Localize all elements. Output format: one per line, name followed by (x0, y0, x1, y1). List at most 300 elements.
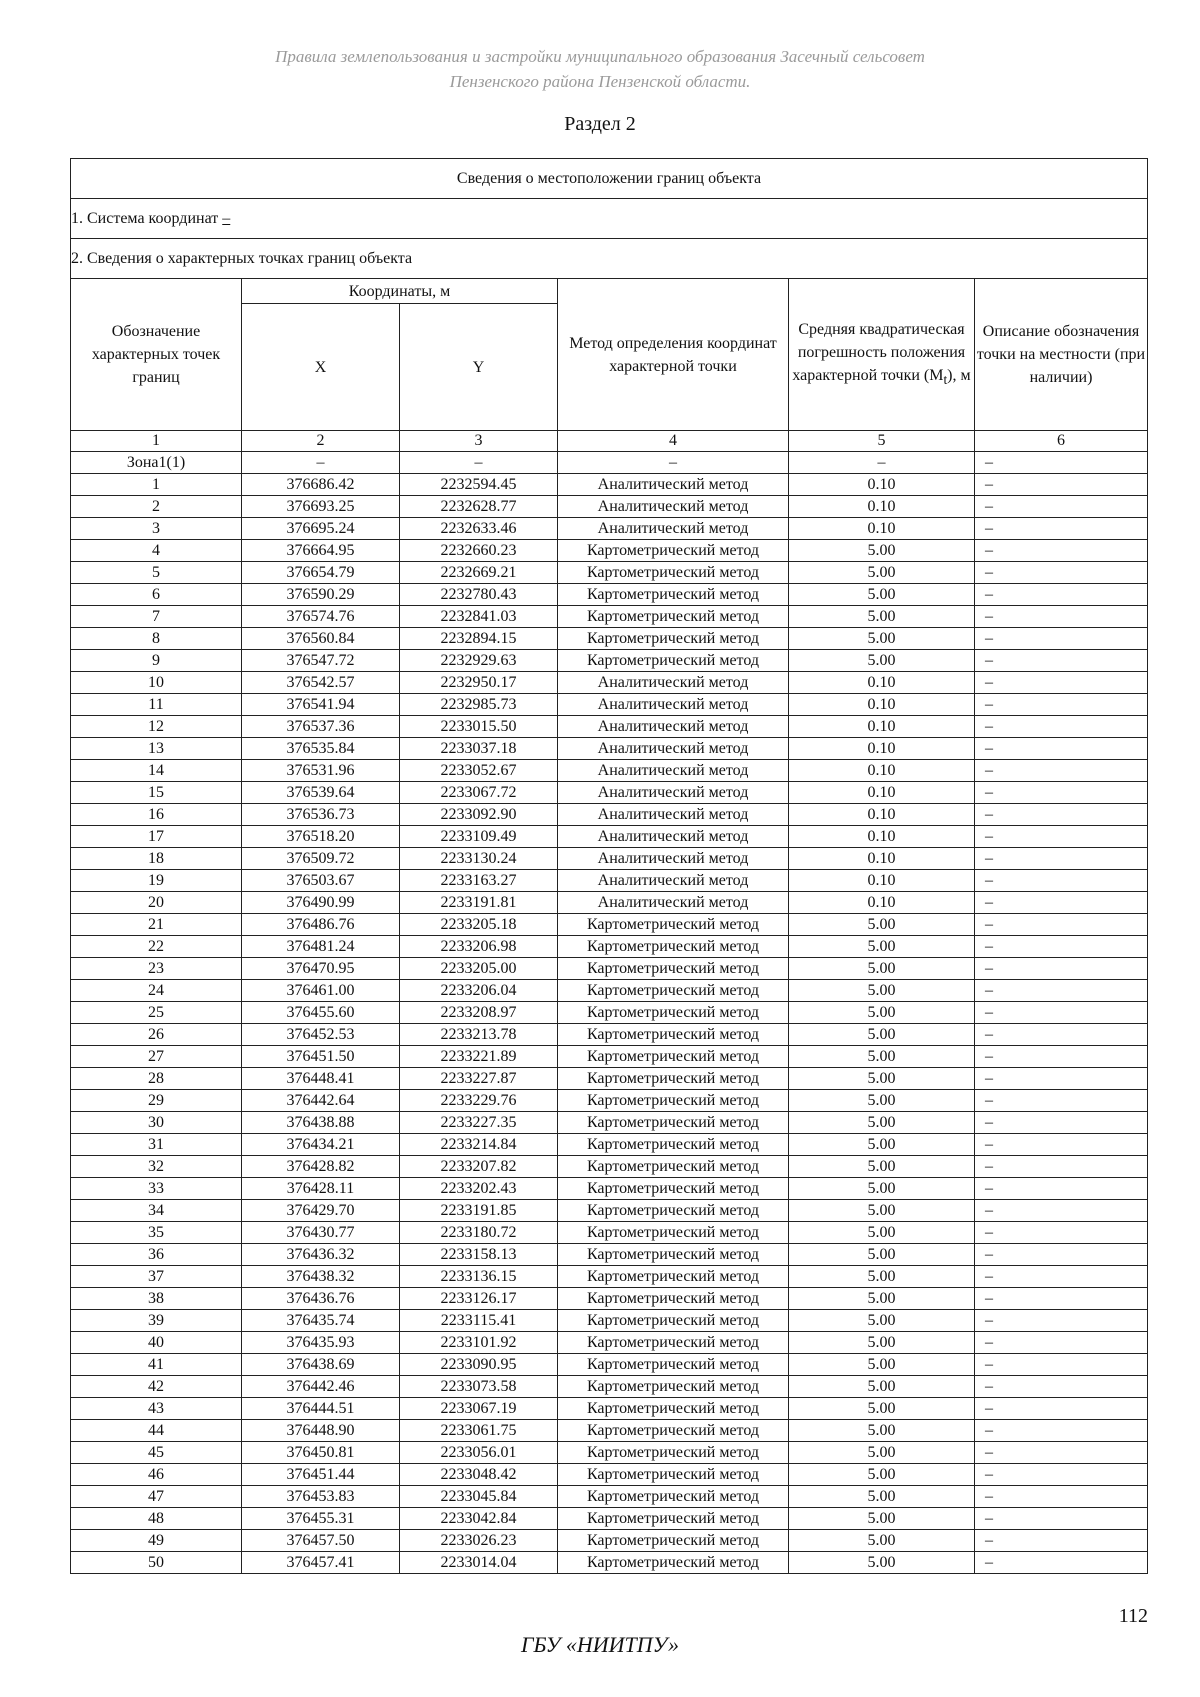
x-coordinate-cell: 376535.84 (242, 738, 400, 760)
method-cell: Аналитический метод (558, 496, 789, 518)
x-coordinate-cell: 376574.76 (242, 606, 400, 628)
point-id-cell: 6 (71, 584, 242, 606)
x-coordinate-cell: 376448.90 (242, 1420, 400, 1442)
method-cell: Аналитический метод (558, 518, 789, 540)
point-id-cell: 23 (71, 958, 242, 980)
x-coordinate-cell: 376486.76 (242, 914, 400, 936)
header-error-sub: t (943, 372, 948, 388)
error-cell: 0.10 (789, 474, 975, 496)
x-coordinate-cell: 376490.99 (242, 892, 400, 914)
point-id-cell: 48 (71, 1508, 242, 1530)
description-cell: – (975, 1112, 1148, 1134)
x-coordinate-cell: 376442.64 (242, 1090, 400, 1112)
x-coordinate-cell: 376536.73 (242, 804, 400, 826)
description-cell: – (975, 958, 1148, 980)
description-cell: – (975, 1244, 1148, 1266)
table-row (71, 1178, 1148, 1200)
y-coordinate-cell: 2233207.82 (400, 1156, 558, 1178)
description-cell: – (975, 1442, 1148, 1464)
y-coordinate-cell: 2233067.19 (400, 1398, 558, 1420)
x-coordinate-cell: 376436.32 (242, 1244, 400, 1266)
x-coordinate-cell: 376430.77 (242, 1222, 400, 1244)
point-id-cell: 1 (71, 474, 242, 496)
table-row (71, 1134, 1148, 1156)
header-description: Описание обозначения точки на местности (при наличии) (975, 279, 1148, 431)
method-cell: Аналитический метод (558, 694, 789, 716)
method-cell: Картометрический метод (558, 1156, 789, 1178)
method-cell: Аналитический метод (558, 672, 789, 694)
x-coordinate-cell: 376438.32 (242, 1266, 400, 1288)
description-cell: – (975, 452, 1148, 474)
error-cell: 5.00 (789, 1178, 975, 1200)
x-coordinate-cell: 376438.88 (242, 1112, 400, 1134)
point-id-cell: 2 (71, 496, 242, 518)
description-cell: – (975, 1354, 1148, 1376)
description-cell: – (975, 496, 1148, 518)
description-cell: – (975, 826, 1148, 848)
y-coordinate-cell: 2232628.77 (400, 496, 558, 518)
coord-system-cell (71, 199, 1148, 239)
method-cell: Картометрический метод (558, 958, 789, 980)
error-cell: 5.00 (789, 628, 975, 650)
error-cell: 5.00 (789, 1222, 975, 1244)
description-cell: – (975, 1552, 1148, 1574)
point-id-cell: 42 (71, 1376, 242, 1398)
header-error (789, 279, 975, 431)
y-coordinate-cell: 2233042.84 (400, 1508, 558, 1530)
table-row (71, 1486, 1148, 1508)
method-cell: Картометрический метод (558, 1420, 789, 1442)
error-cell: 0.10 (789, 760, 975, 782)
x-coordinate-cell: 376444.51 (242, 1398, 400, 1420)
y-coordinate-cell: 2233052.67 (400, 760, 558, 782)
footer-organization: ГБУ «НИИТПУ» (520, 1632, 680, 1657)
method-cell: Аналитический метод (558, 804, 789, 826)
y-coordinate-cell: 2233126.17 (400, 1288, 558, 1310)
x-coordinate-cell: 376509.72 (242, 848, 400, 870)
description-cell: – (975, 584, 1148, 606)
method-cell: Картометрический метод (558, 936, 789, 958)
y-coordinate-cell: 2233056.01 (400, 1442, 558, 1464)
method-cell: Картометрический метод (558, 1244, 789, 1266)
point-id-cell: Зона1(1) (71, 452, 242, 474)
description-cell: – (975, 1420, 1148, 1442)
column-number: 1 (71, 431, 242, 452)
table-row (71, 1112, 1148, 1134)
table-row (71, 1310, 1148, 1332)
error-cell: 5.00 (789, 958, 975, 980)
x-coordinate-cell: 376461.00 (242, 980, 400, 1002)
description-cell: – (975, 1178, 1148, 1200)
x-coordinate-cell: 376438.69 (242, 1354, 400, 1376)
y-coordinate-cell: 2232633.46 (400, 518, 558, 540)
x-coordinate-cell: 376428.82 (242, 1156, 400, 1178)
method-cell: Картометрический метод (558, 1200, 789, 1222)
table-row (71, 628, 1148, 650)
table-row (71, 1024, 1148, 1046)
table-row (71, 1090, 1148, 1112)
error-cell: 5.00 (789, 1552, 975, 1574)
point-id-cell: 25 (71, 1002, 242, 1024)
description-cell: – (975, 1090, 1148, 1112)
header-y: Y (400, 304, 558, 431)
method-cell: Аналитический метод (558, 892, 789, 914)
coord-system-label: 1. Система координат (71, 209, 223, 227)
x-coordinate-cell: 376542.57 (242, 672, 400, 694)
y-coordinate-cell: 2233205.18 (400, 914, 558, 936)
error-cell: 5.00 (789, 1134, 975, 1156)
method-cell: Картометрический метод (558, 650, 789, 672)
table-row (71, 1222, 1148, 1244)
x-coordinate-cell: 376560.84 (242, 628, 400, 650)
x-coordinate-cell: 376455.31 (242, 1508, 400, 1530)
description-cell: – (975, 1530, 1148, 1552)
method-cell: Аналитический метод (558, 782, 789, 804)
point-id-cell: 41 (71, 1354, 242, 1376)
point-id-cell: 49 (71, 1530, 242, 1552)
y-coordinate-cell: 2233101.92 (400, 1332, 558, 1354)
method-cell: Картометрический метод (558, 1530, 789, 1552)
header-error-main: Средняя квадратическая погрешность положения характерной точки (M (792, 320, 966, 384)
y-coordinate-cell: 2233026.23 (400, 1530, 558, 1552)
y-coordinate-cell: 2232929.63 (400, 650, 558, 672)
point-id-cell: 26 (71, 1024, 242, 1046)
error-cell: 5.00 (789, 540, 975, 562)
x-coordinate-cell: 376695.24 (242, 518, 400, 540)
method-cell: Картометрический метод (558, 1046, 789, 1068)
y-coordinate-cell: 2233206.98 (400, 936, 558, 958)
method-cell: Картометрический метод (558, 1354, 789, 1376)
point-id-cell: 24 (71, 980, 242, 1002)
description-cell: – (975, 1068, 1148, 1090)
x-coordinate-cell: 376455.60 (242, 1002, 400, 1024)
y-coordinate-cell: 2233061.75 (400, 1420, 558, 1442)
header-row-1 (71, 279, 1148, 304)
description-cell: – (975, 694, 1148, 716)
table-row (71, 606, 1148, 628)
y-coordinate-cell: 2233015.50 (400, 716, 558, 738)
x-coordinate-cell: 376452.53 (242, 1024, 400, 1046)
x-coordinate-cell: 376470.95 (242, 958, 400, 980)
error-cell: 0.10 (789, 496, 975, 518)
header-point: Обозначение характерных точек границ (71, 279, 242, 431)
x-coordinate-cell: – (242, 452, 400, 474)
x-coordinate-cell: 376436.76 (242, 1288, 400, 1310)
error-cell: 5.00 (789, 1310, 975, 1332)
point-id-cell: 35 (71, 1222, 242, 1244)
y-coordinate-cell: – (400, 452, 558, 474)
column-number: 4 (558, 431, 789, 452)
point-id-cell: 13 (71, 738, 242, 760)
table-row (71, 1046, 1148, 1068)
point-id-cell: 38 (71, 1288, 242, 1310)
description-cell: – (975, 1376, 1148, 1398)
error-cell: 0.10 (789, 716, 975, 738)
error-cell: 5.00 (789, 1464, 975, 1486)
method-cell: Картометрический метод (558, 1486, 789, 1508)
y-coordinate-cell: 2233163.27 (400, 870, 558, 892)
y-coordinate-cell: 2232894.15 (400, 628, 558, 650)
error-cell: 5.00 (789, 1090, 975, 1112)
point-id-cell: 43 (71, 1398, 242, 1420)
method-cell: Картометрический метод (558, 1266, 789, 1288)
error-cell: 5.00 (789, 1200, 975, 1222)
method-cell: Картометрический метод (558, 1024, 789, 1046)
table-row (71, 584, 1148, 606)
error-cell: 5.00 (789, 936, 975, 958)
y-coordinate-cell: 2233037.18 (400, 738, 558, 760)
point-id-cell: 32 (71, 1156, 242, 1178)
y-coordinate-cell: 2233073.58 (400, 1376, 558, 1398)
point-id-cell: 37 (71, 1266, 242, 1288)
point-id-cell: 3 (71, 518, 242, 540)
error-cell: 5.00 (789, 1508, 975, 1530)
y-coordinate-cell: 2233136.15 (400, 1266, 558, 1288)
x-coordinate-cell: 376531.96 (242, 760, 400, 782)
error-cell: 5.00 (789, 1046, 975, 1068)
point-id-cell: 12 (71, 716, 242, 738)
x-coordinate-cell: 376434.21 (242, 1134, 400, 1156)
table-row (71, 804, 1148, 826)
x-coordinate-cell: 376503.67 (242, 870, 400, 892)
y-coordinate-cell: 2233221.89 (400, 1046, 558, 1068)
error-cell: 5.00 (789, 1156, 975, 1178)
error-cell: 5.00 (789, 562, 975, 584)
column-number: 5 (789, 431, 975, 452)
point-id-cell: 15 (71, 782, 242, 804)
header-method: Метод определения координат характерной точки (558, 279, 789, 431)
header-note-line-1: Правила землепользования и застройки муниципального образования Засечный сельсовет (275, 47, 925, 66)
column-number: 6 (975, 431, 1148, 452)
error-cell: 5.00 (789, 584, 975, 606)
error-cell: – (789, 452, 975, 474)
y-coordinate-cell: 2233014.04 (400, 1552, 558, 1574)
table-row (71, 914, 1148, 936)
method-cell: Картометрический метод (558, 1332, 789, 1354)
method-cell: Картометрический метод (558, 914, 789, 936)
table-row (71, 496, 1148, 518)
table-row (71, 782, 1148, 804)
description-cell: – (975, 1464, 1148, 1486)
method-cell: Картометрический метод (558, 628, 789, 650)
header-error-tail: ), м (947, 366, 971, 384)
method-cell: Картометрический метод (558, 584, 789, 606)
table-row (71, 1002, 1148, 1024)
description-cell: – (975, 650, 1148, 672)
method-cell: Картометрический метод (558, 1310, 789, 1332)
x-coordinate-cell: 376429.70 (242, 1200, 400, 1222)
column-number-row (71, 431, 1148, 452)
table-row (71, 518, 1148, 540)
y-coordinate-cell: 2232841.03 (400, 606, 558, 628)
y-coordinate-cell: 2233048.42 (400, 1464, 558, 1486)
x-coordinate-cell: 376537.36 (242, 716, 400, 738)
method-cell: Картометрический метод (558, 1178, 789, 1200)
description-cell: – (975, 848, 1148, 870)
description-cell: – (975, 1134, 1148, 1156)
x-coordinate-cell: 376481.24 (242, 936, 400, 958)
description-cell: – (975, 1024, 1148, 1046)
error-cell: 5.00 (789, 1024, 975, 1046)
table-row (71, 716, 1148, 738)
y-coordinate-cell: 2233090.95 (400, 1354, 558, 1376)
description-cell: – (975, 606, 1148, 628)
description-cell: – (975, 804, 1148, 826)
table-row (71, 892, 1148, 914)
point-id-cell: 4 (71, 540, 242, 562)
table-row (71, 980, 1148, 1002)
method-cell: Картометрический метод (558, 1376, 789, 1398)
method-cell: Аналитический метод (558, 826, 789, 848)
description-cell: – (975, 1486, 1148, 1508)
point-id-cell: 45 (71, 1442, 242, 1464)
column-number: 2 (242, 431, 400, 452)
x-coordinate-cell: 376693.25 (242, 496, 400, 518)
method-cell: Аналитический метод (558, 738, 789, 760)
description-cell: – (975, 980, 1148, 1002)
error-cell: 5.00 (789, 1244, 975, 1266)
point-id-cell: 21 (71, 914, 242, 936)
method-cell: Картометрический метод (558, 562, 789, 584)
point-id-cell: 47 (71, 1486, 242, 1508)
description-cell: – (975, 760, 1148, 782)
table-row (71, 1156, 1148, 1178)
table-row (71, 760, 1148, 782)
table-row (71, 1354, 1148, 1376)
error-cell: 5.00 (789, 914, 975, 936)
method-cell: Картометрический метод (558, 1090, 789, 1112)
method-cell: Картометрический метод (558, 540, 789, 562)
method-cell: Картометрический метод (558, 1398, 789, 1420)
x-coordinate-cell: 376654.79 (242, 562, 400, 584)
table-row (71, 1332, 1148, 1354)
error-cell: 0.10 (789, 804, 975, 826)
description-cell: – (975, 1266, 1148, 1288)
table-row (71, 848, 1148, 870)
point-id-cell: 29 (71, 1090, 242, 1112)
page-number: 112 (1118, 1605, 1148, 1627)
method-cell: Картометрический метод (558, 1002, 789, 1024)
y-coordinate-cell: 2233214.84 (400, 1134, 558, 1156)
description-cell: – (975, 782, 1148, 804)
header-note-line-2: Пензенского района Пензенской области. (449, 72, 751, 91)
point-id-cell: 31 (71, 1134, 242, 1156)
table-row (71, 540, 1148, 562)
x-coordinate-cell: 376686.42 (242, 474, 400, 496)
y-coordinate-cell: 2233191.81 (400, 892, 558, 914)
description-cell: – (975, 562, 1148, 584)
y-coordinate-cell: 2233130.24 (400, 848, 558, 870)
method-cell: Картометрический метод (558, 1552, 789, 1574)
y-coordinate-cell: 2232594.45 (400, 474, 558, 496)
error-cell: 5.00 (789, 1068, 975, 1090)
y-coordinate-cell: 2232985.73 (400, 694, 558, 716)
method-cell: Картометрический метод (558, 1068, 789, 1090)
y-coordinate-cell: 2233092.90 (400, 804, 558, 826)
point-id-cell: 46 (71, 1464, 242, 1486)
section-title: Раздел 2 (564, 113, 636, 135)
header-x: X (242, 304, 400, 431)
error-cell: 5.00 (789, 1332, 975, 1354)
x-coordinate-cell: 376590.29 (242, 584, 400, 606)
x-coordinate-cell: 376450.81 (242, 1442, 400, 1464)
table-row (71, 1244, 1148, 1266)
error-cell: 0.10 (789, 782, 975, 804)
point-id-cell: 17 (71, 826, 242, 848)
point-id-cell: 28 (71, 1068, 242, 1090)
error-cell: 5.00 (789, 606, 975, 628)
method-cell: Картометрический метод (558, 1134, 789, 1156)
point-id-cell: 8 (71, 628, 242, 650)
point-id-cell: 22 (71, 936, 242, 958)
y-coordinate-cell: 2233067.72 (400, 782, 558, 804)
error-cell: 5.00 (789, 1002, 975, 1024)
error-cell: 0.10 (789, 870, 975, 892)
x-coordinate-cell: 376664.95 (242, 540, 400, 562)
y-coordinate-cell: 2233205.00 (400, 958, 558, 980)
error-cell: 5.00 (789, 1530, 975, 1552)
error-cell: 5.00 (789, 1376, 975, 1398)
coord-system-row (71, 199, 1148, 239)
description-cell: – (975, 672, 1148, 694)
table-row (71, 1420, 1148, 1442)
description-cell: – (975, 870, 1148, 892)
description-cell: – (975, 1310, 1148, 1332)
y-coordinate-cell: 2233202.43 (400, 1178, 558, 1200)
point-id-cell: 30 (71, 1112, 242, 1134)
table-row (71, 650, 1148, 672)
method-cell: Аналитический метод (558, 760, 789, 782)
x-coordinate-cell: 376453.83 (242, 1486, 400, 1508)
error-cell: 5.00 (789, 1398, 975, 1420)
x-coordinate-cell: 376451.44 (242, 1464, 400, 1486)
point-id-cell: 16 (71, 804, 242, 826)
table-row (71, 672, 1148, 694)
description-cell: – (975, 474, 1148, 496)
description-cell: – (975, 1002, 1148, 1024)
x-coordinate-cell: 376457.41 (242, 1552, 400, 1574)
description-cell: – (975, 1288, 1148, 1310)
table-row (71, 1376, 1148, 1398)
table-title: Сведения о местоположении границ объекта (71, 159, 1148, 199)
point-id-cell: 39 (71, 1310, 242, 1332)
table-row (71, 1288, 1148, 1310)
x-coordinate-cell: 376539.64 (242, 782, 400, 804)
error-cell: 5.00 (789, 1288, 975, 1310)
point-id-cell: 9 (71, 650, 242, 672)
error-cell: 5.00 (789, 1442, 975, 1464)
y-coordinate-cell: 2233158.13 (400, 1244, 558, 1266)
points-label: 2. Сведения о характерных точках границ объекта (71, 239, 1148, 279)
error-cell: 5.00 (789, 1112, 975, 1134)
description-cell: – (975, 716, 1148, 738)
description-cell: – (975, 914, 1148, 936)
method-cell: Картометрический метод (558, 606, 789, 628)
table-row (71, 1266, 1148, 1288)
description-cell: – (975, 738, 1148, 760)
x-coordinate-cell: 376541.94 (242, 694, 400, 716)
table-row (71, 1442, 1148, 1464)
table-row (71, 1552, 1148, 1574)
point-id-cell: 11 (71, 694, 242, 716)
y-coordinate-cell: 2233206.04 (400, 980, 558, 1002)
description-cell: – (975, 1332, 1148, 1354)
error-cell: 5.00 (789, 980, 975, 1002)
table-row (71, 474, 1148, 496)
method-cell: Картометрический метод (558, 1112, 789, 1134)
x-coordinate-cell: 376428.11 (242, 1178, 400, 1200)
method-cell: Аналитический метод (558, 848, 789, 870)
